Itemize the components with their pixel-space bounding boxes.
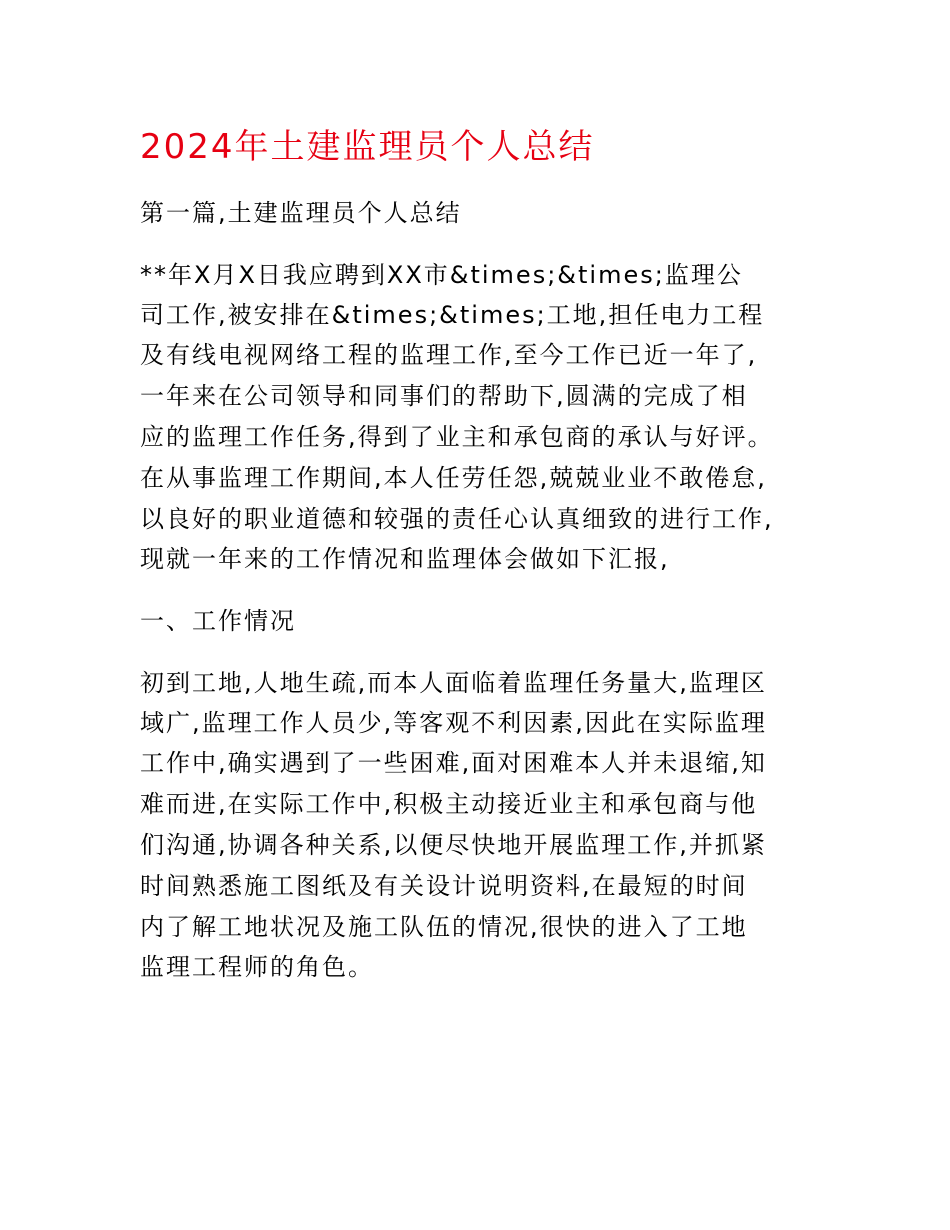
paragraph2-line-6: 时间熟悉施工图纸及有关设计说明资料,在最短的时间 (140, 872, 748, 900)
paragraph1-line-6: 在从事监理工作期间,本人任劳任怨,兢兢业业不敢倦怠, (140, 464, 767, 492)
document-title: 2024年土建监理员个人总结 (140, 127, 595, 167)
paragraph1-line-5: 应的监理工作任务,得到了业主和承包商的承认与好评。 (140, 423, 774, 451)
paragraph1-line-1: **年X月X日我应聘到XX市&times;&times;监理公 (140, 261, 743, 289)
subheading-work-situation: 一、工作情况 (140, 607, 296, 635)
paragraph2-line-7: 内了解工地状况及施工队伍的情况,很快的进入了工地 (140, 913, 748, 941)
paragraph1-line-8: 现就一年来的工作情况和监理体会做如下汇报, (140, 545, 670, 573)
paragraph1-line-2: 司工作,被安排在&times;&times;工地,担任电力工程 (140, 301, 765, 329)
paragraph2-line-1: 初到工地,人地生疏,而本人面临着监理任务量大,监理区 (140, 669, 767, 697)
paragraph1-line-3: 及有线电视网络工程的监理工作,至今工作已近一年了, (140, 341, 758, 369)
paragraph2-line-8: 监理工程师的角色。 (140, 953, 374, 981)
paragraph1-line-4: 一年来在公司领导和同事们的帮助下,圆满的完成了相 (140, 382, 748, 410)
paragraph2-line-4: 难而进,在实际工作中,积极主动接近业主和承包商与他 (140, 790, 758, 818)
paragraph2-line-2: 域广,监理工作人员少,等客观不利因素,因此在实际监理 (140, 709, 767, 737)
paragraph1-line-7: 以良好的职业道德和较强的责任心认真细致的进行工作, (140, 505, 774, 533)
paragraph2-line-3: 工作中,确实遇到了一些困难,面对困难本人并未退缩,知 (140, 749, 767, 777)
section-heading: 第一篇,土建监理员个人总结 (140, 199, 462, 227)
paragraph2-line-5: 们沟通,协调各种关系,以便尽快地开展监理工作,并抓紧 (140, 831, 767, 859)
